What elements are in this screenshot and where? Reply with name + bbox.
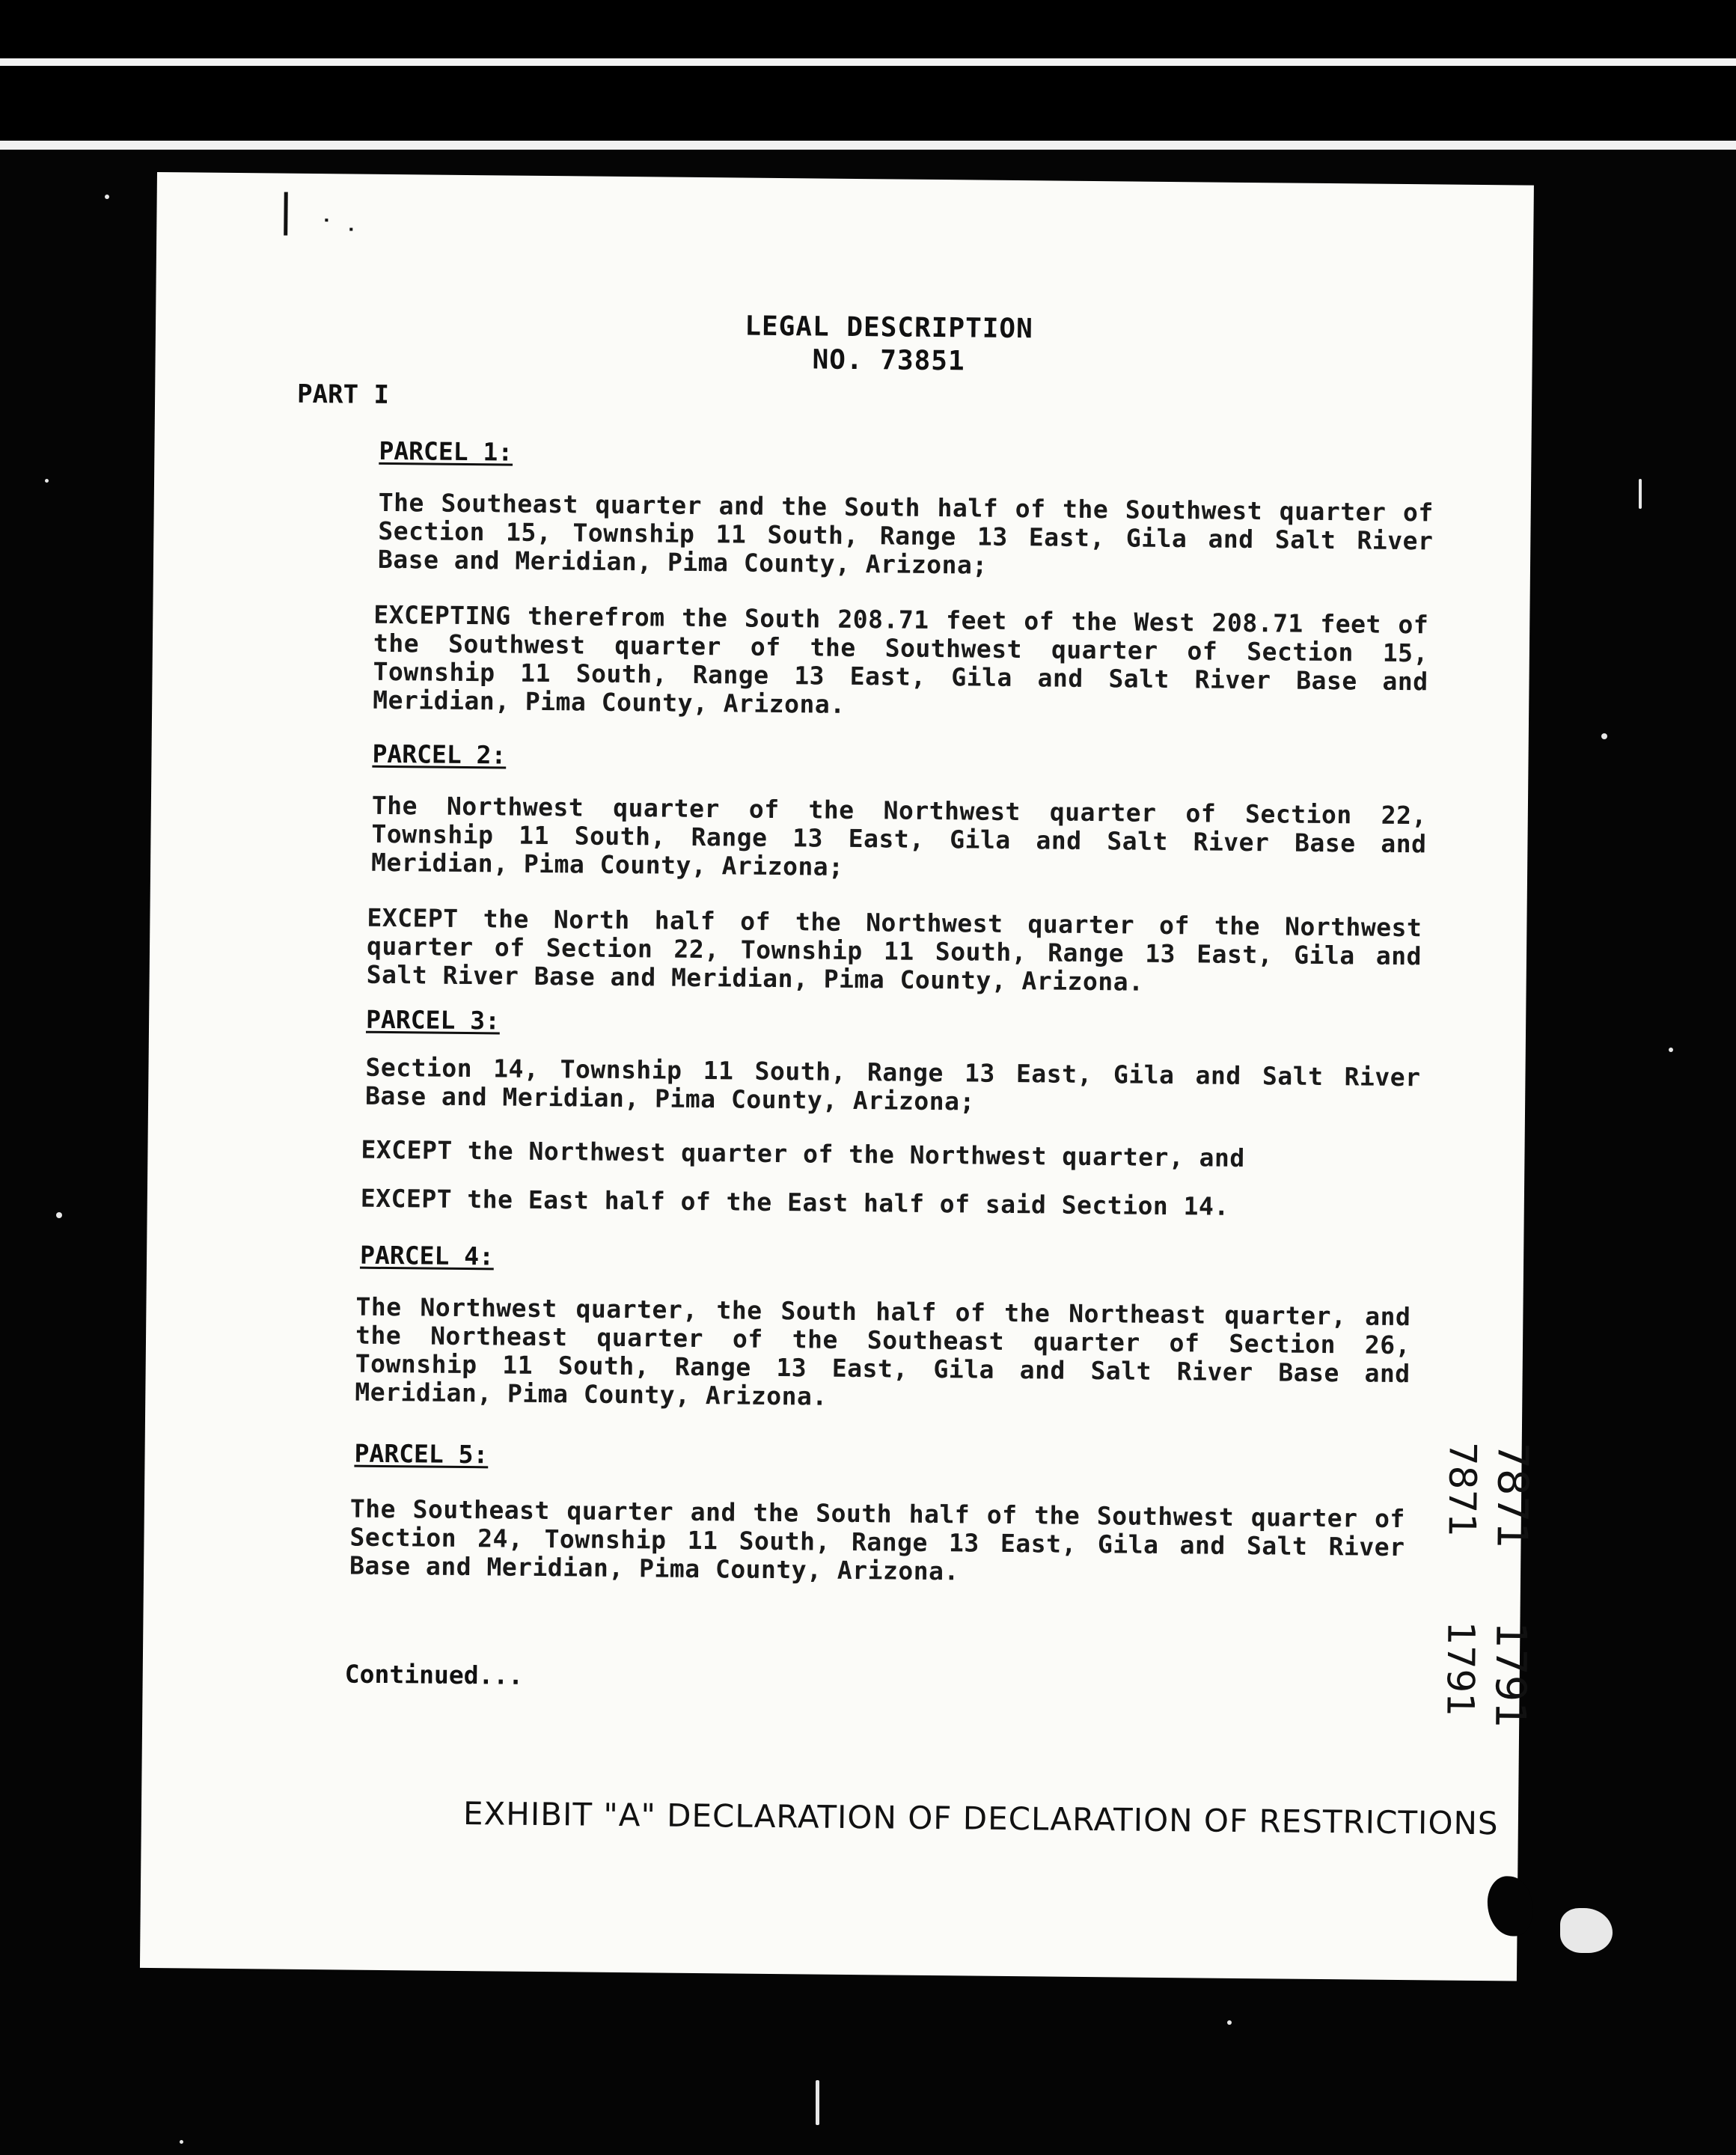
- side-handwritten-page: 1791: [1485, 1621, 1535, 1729]
- scan-speck: [105, 195, 109, 199]
- parcel-3-paragraph-1: Section 14, Township 11 South, Range 13 East, Gila and Salt River Base and Meridian, Pima County, Arizona;: [364, 1052, 1421, 1116]
- side-handwritten-book: 7871: [1487, 1442, 1537, 1550]
- parcel-2-paragraph-2: EXCEPT the North half of the Northwest quarter of the Northwest quarter of Section 22, Township 11 South, Range 13 East, Gila and Salt River Base and Meridian, Pima County, Arizona.: [366, 902, 1422, 997]
- scan-speck: [1601, 733, 1607, 739]
- scan-border-line: [0, 58, 1736, 66]
- parcel-5-paragraph-1: The Southeast quarter and the South half of the Southwest quarter of Section 24, Township 11 South, Range 13 East, Gila and Salt River Base and Meridian, Pima County, Arizona.: [349, 1494, 1405, 1586]
- scan-speck: [1227, 2020, 1232, 2025]
- scan-speck: [1639, 479, 1642, 509]
- document-number: NO. 73851: [812, 344, 965, 377]
- parcel-1-paragraph-1: The Southeast quarter and the South half of the Southwest quarter of Section 15, Township 11 South, Range 13 East, Gila and Salt River Base and Meridian, Pima County, Arizona;: [377, 487, 1434, 580]
- side-stamp-book: 7871: [1440, 1441, 1485, 1538]
- scan-speck: [1669, 1048, 1673, 1052]
- pencil-mark: [325, 218, 328, 221]
- parcel-1-paragraph-2: EXCEPTING therefrom the South 208.71 feet of the West 208.71 feet of the Southwest quarter of the Southwest quarter of Section 15, Township 11 South, Range 13 East, Gila and Salt River Base and Meridian, Pima County, Arizona.: [373, 599, 1429, 719]
- continued-label: Continued...: [344, 1659, 524, 1690]
- scan-speck: [1560, 1908, 1613, 1953]
- parcel-4-paragraph-1: The Northwest quarter, the South half of the Northeast quarter, and the Northeast quarter of the Southeast quarter of Section 26, Township 11 South, Range 13 East, Gila and Salt River Base and Meridian, Pima County, Arizona.: [355, 1292, 1411, 1411]
- parcel-5-heading: PARCEL 5:: [354, 1438, 489, 1470]
- parcel-4-heading: PARCEL 4:: [359, 1240, 495, 1271]
- parcel-3-heading: PARCEL 3:: [365, 1004, 501, 1036]
- part-heading: PART I: [296, 379, 390, 410]
- document-title: LEGAL DESCRIPTION: [745, 311, 1033, 345]
- page-torn-corner: [1487, 1876, 1532, 1937]
- side-stamp-page: 1791: [1438, 1621, 1483, 1717]
- parcel-2-heading: PARCEL 2:: [372, 739, 507, 770]
- document-page: [140, 172, 1537, 1981]
- scan-speck: [180, 2140, 183, 2144]
- parcel-2-paragraph-1: The Northwest quarter of the Northwest quarter of Section 22, Township 11 South, Range 13 East, Gila and Salt River Base and Meridian, Pima County, Arizona;: [370, 790, 1428, 881]
- parcel-3-paragraph-3: EXCEPT the East half of the East half of said Section 14.: [360, 1183, 1229, 1221]
- pencil-mark: [349, 227, 352, 230]
- scan-top-border: [0, 0, 1736, 150]
- scan-speck: [56, 1212, 62, 1218]
- scan-speck: [45, 479, 49, 483]
- parcel-3-paragraph-2: EXCEPT the Northwest quarter of the Northwest quarter, and: [361, 1134, 1245, 1173]
- handwritten-exhibit-note: EXHIBIT "A" DECLARATION OF DECLARATION OF RESTRICTIONS: [462, 1795, 1499, 1842]
- scan-border-line: [0, 141, 1736, 150]
- pencil-mark: [284, 192, 288, 236]
- parcel-1-heading: PARCEL 1:: [379, 435, 513, 467]
- scan-speck: [816, 2080, 819, 2125]
